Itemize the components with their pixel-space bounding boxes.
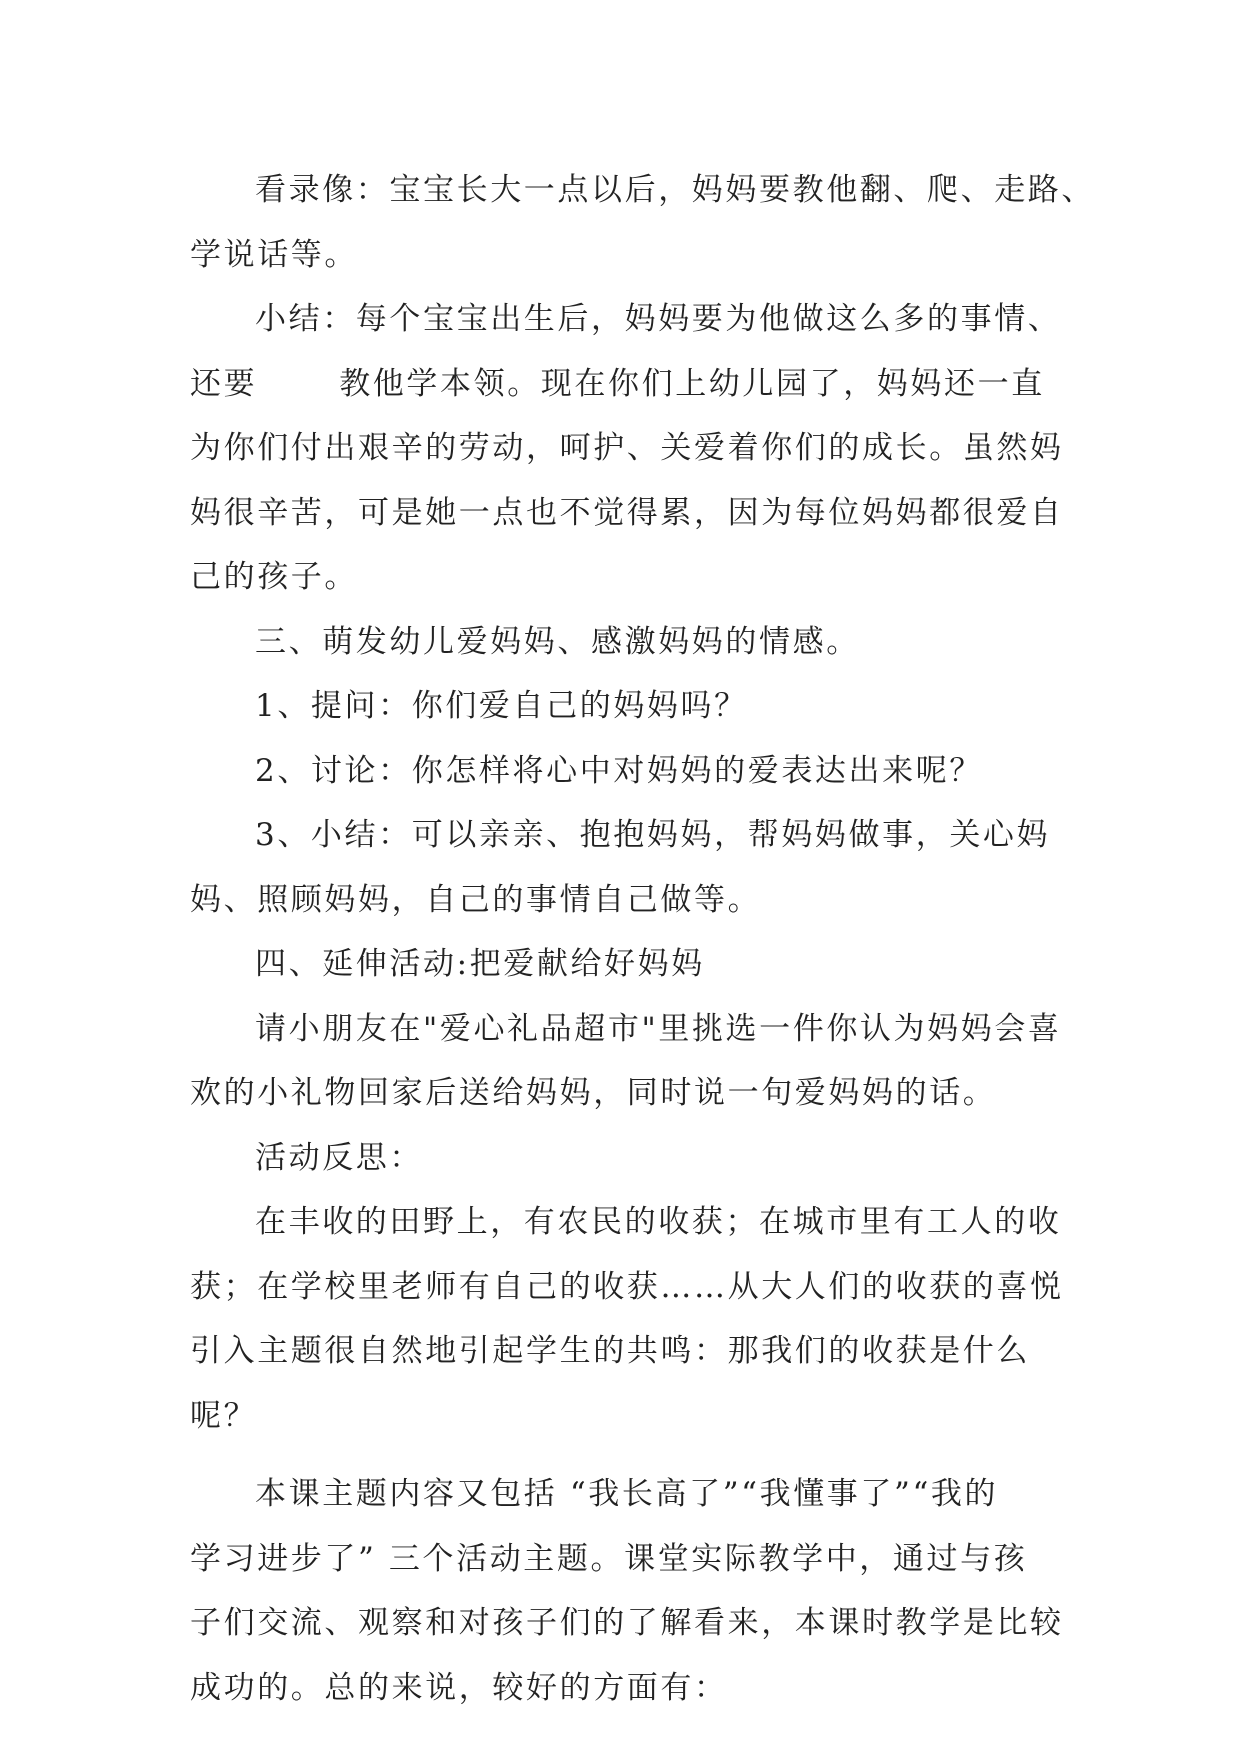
paragraph-line: 在丰收的田野上，有农民的收获；在城市里有工人的收 <box>255 1204 1062 1240</box>
paragraph-line: 子们交流、观察和对孩子们的了解看来，本课时教学是比较 <box>190 1605 1064 1641</box>
section-heading: 四、延伸活动:把爱献给好妈妈 <box>255 946 705 982</box>
paragraph-line: 成功的。总的来说，较好的方面有： <box>190 1669 728 1706</box>
paragraph-line: 己的孩子。 <box>190 559 358 595</box>
paragraph-fragment: 教他学本领。现在你们上幼儿园了，妈妈还一直 <box>339 365 1045 402</box>
paragraph-line <box>190 352 1080 417</box>
paragraph-line: 妈很辛苦，可是她一点也不觉得累，因为每位妈妈都很爱自 <box>190 494 1064 531</box>
list-item: 2、讨论：你怎样将心中对妈妈的爱表达出来呢？ <box>255 752 983 789</box>
paragraph-line: 小结：每个宝宝出生后，妈妈要为他做这么多的事情、 <box>255 301 1062 337</box>
paragraph-line: 本课主题内容又包括 “我长高了”“我懂事了”“我的 <box>255 1476 999 1512</box>
paragraph-line: 获；在学校里老师有自己的收获……从大人们的收获的喜悦 <box>190 1268 1064 1305</box>
paragraph-line: 为你们付出艰辛的劳动，呵护、关爱着你们的成长。虽然妈 <box>190 430 1064 466</box>
list-item: 3、小结：可以亲亲、抱抱妈妈，帮妈妈做事，关心妈 <box>255 817 1051 853</box>
document-body <box>190 158 1095 1720</box>
paragraph-line: 学说话等。 <box>190 236 358 273</box>
list-item: 1、提问：你们爱自己的妈妈吗？ <box>255 688 748 724</box>
paragraph-fragment: 还要 <box>190 365 258 402</box>
paragraph-line: 呢？ <box>190 1397 258 1434</box>
paragraph-line: 妈、照顾妈妈，自己的事情自己做等。 <box>190 881 762 918</box>
section-heading: 活动反思： <box>255 1139 423 1176</box>
paragraph-line: 看录像：宝宝长大一点以后，妈妈要教他翻、爬、走路、 <box>255 172 1095 208</box>
section-heading: 三、萌发幼儿爱妈妈、感激妈妈的情感。 <box>255 623 860 660</box>
paragraph-gap <box>190 1448 1080 1462</box>
paragraph-line: 学习进步了” 三个活动主题。课堂实际教学中，通过与孩 <box>190 1540 1028 1577</box>
paragraph-line: 请小朋友在"爱心礼品超市"里挑选一件你认为妈妈会喜 <box>255 1010 1062 1047</box>
paragraph-line: 欢的小礼物回家后送给妈妈，同时说一句爱妈妈的话。 <box>190 1075 997 1111</box>
paragraph-line: 引入主题很自然地引起学生的共鸣：那我们的收获是什么 <box>190 1333 1030 1369</box>
